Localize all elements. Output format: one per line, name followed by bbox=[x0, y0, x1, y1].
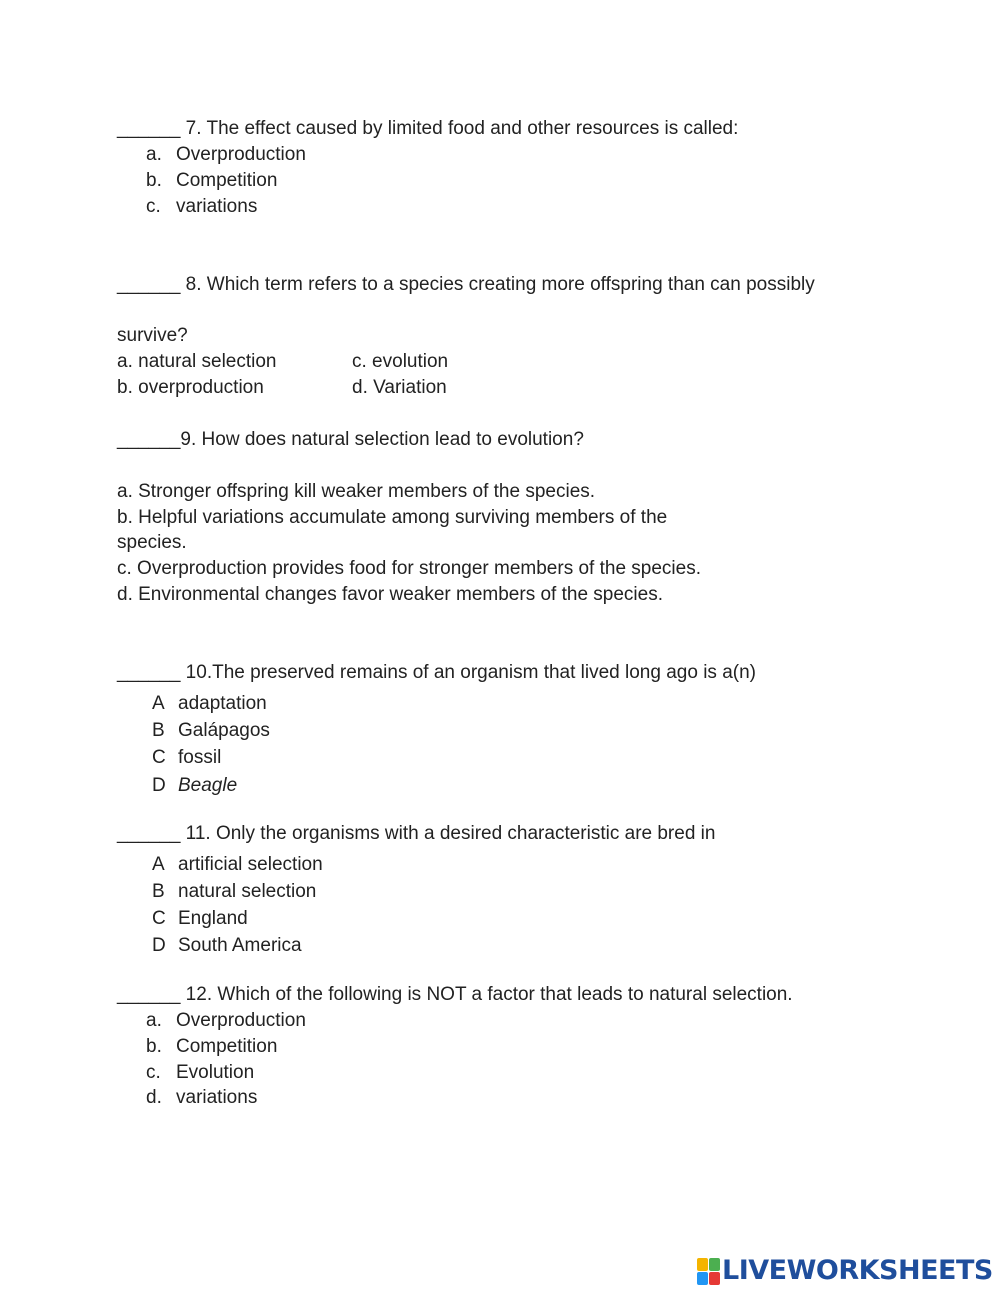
logo-square-3 bbox=[697, 1272, 708, 1285]
q12-option-c-letter: c. bbox=[146, 1062, 161, 1083]
q9-option-b-continued: species. bbox=[117, 532, 187, 553]
q8-option-b: b. overproduction bbox=[117, 377, 264, 398]
q7-option-a-letter: a. bbox=[146, 144, 162, 165]
question-8-prompt-line1: ______ 8. Which term refers to a species creating more offspring than can possibly bbox=[117, 274, 815, 295]
q12-option-c-text: Evolution bbox=[176, 1062, 255, 1083]
q7-option-b-text: Competition bbox=[176, 170, 278, 191]
logo-mark-icon bbox=[697, 1258, 719, 1284]
question-11-prompt: ______ 11. Only the organisms with a desired characteristic are bred in bbox=[117, 823, 716, 844]
q11-option-a-letter: A bbox=[152, 854, 165, 875]
question-10-prompt: ______ 10.The preserved remains of an organism that lived long ago is a(n) bbox=[117, 662, 756, 683]
q10-option-b-text: Galápagos bbox=[178, 720, 270, 741]
q10-option-a-letter: A bbox=[152, 693, 165, 714]
q11-option-c-text: England bbox=[178, 908, 248, 929]
q9-option-d: d. Environmental changes favor weaker members of the species. bbox=[117, 584, 663, 605]
question-7-prompt: ______ 7. The effect caused by limited food and other resources is called: bbox=[117, 118, 739, 139]
q12-option-d-letter: d. bbox=[146, 1087, 162, 1108]
q11-option-b-letter: B bbox=[152, 881, 165, 902]
logo-square-4 bbox=[709, 1272, 720, 1285]
question-8-prompt-line2: survive? bbox=[117, 325, 188, 346]
q11-option-b-text: natural selection bbox=[178, 881, 317, 902]
q11-option-c-letter: C bbox=[152, 908, 166, 929]
q7-option-a-text: Overproduction bbox=[176, 144, 306, 165]
q12-option-b-text: Competition bbox=[176, 1036, 278, 1057]
q9-option-b: b. Helpful variations accumulate among surviving members of the bbox=[117, 507, 668, 528]
q8-option-d: d. Variation bbox=[352, 377, 447, 398]
q11-option-d-letter: D bbox=[152, 935, 166, 956]
q10-option-d-text: Beagle bbox=[178, 775, 238, 796]
q7-option-b-letter: b. bbox=[146, 170, 162, 191]
q7-option-c-text: variations bbox=[176, 196, 258, 217]
q10-option-a-text: adaptation bbox=[178, 693, 267, 714]
q10-option-d-letter: D bbox=[152, 775, 166, 796]
q11-option-d-text: South America bbox=[178, 935, 302, 956]
q7-option-c-letter: c. bbox=[146, 196, 161, 217]
q12-option-b-letter: b. bbox=[146, 1036, 162, 1057]
q10-option-c-text: fossil bbox=[178, 747, 222, 768]
q8-option-a: a. natural selection bbox=[117, 351, 277, 372]
q9-option-a: a. Stronger offspring kill weaker members of the species. bbox=[117, 481, 596, 502]
question-9-prompt: ______9. How does natural selection lead to evolution? bbox=[117, 429, 584, 450]
liveworksheets-logo bbox=[697, 1256, 993, 1286]
q11-option-a-text: artificial selection bbox=[178, 854, 323, 875]
q8-option-c: c. evolution bbox=[352, 351, 449, 372]
q12-option-d-text: variations bbox=[176, 1087, 258, 1108]
q12-option-a-text: Overproduction bbox=[176, 1010, 306, 1031]
logo-text: LIVEWORKSHEETS bbox=[722, 1255, 993, 1286]
q10-option-c-letter: C bbox=[152, 747, 166, 768]
logo-square-2 bbox=[709, 1258, 720, 1271]
q9-option-c: c. Overproduction provides food for stronger members of the species. bbox=[117, 558, 701, 579]
logo-square-1 bbox=[697, 1258, 708, 1271]
question-12-prompt: ______ 12. Which of the following is NOT a factor that leads to natural selection. bbox=[117, 984, 793, 1005]
q12-option-a-letter: a. bbox=[146, 1010, 162, 1031]
q10-option-b-letter: B bbox=[152, 720, 165, 741]
